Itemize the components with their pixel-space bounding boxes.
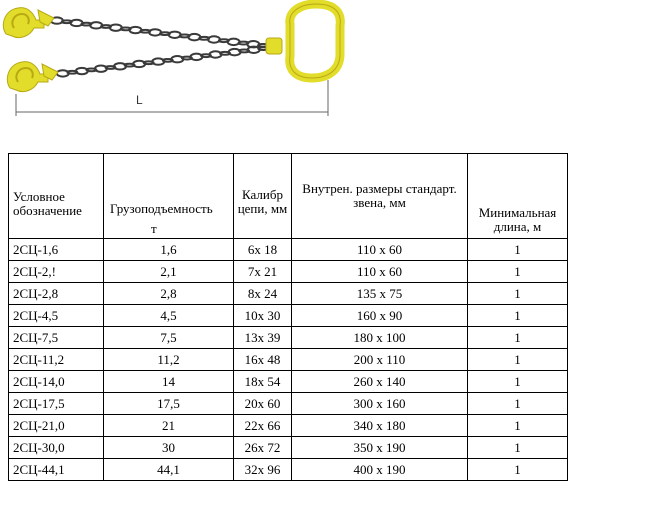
cell-min-length: 1 [468,327,568,349]
cell-caliber: 13х 39 [234,327,292,349]
table-row [9,437,568,459]
cell-min-length: 1 [468,261,568,283]
header-capacity [104,154,234,239]
cell-link-size: 200 х 110 [292,349,468,371]
cell-min-length: 1 [468,371,568,393]
cell-designation: 2СЦ-7,5 [9,327,104,349]
cell-designation: 2СЦ-4,5 [9,305,104,327]
cell-caliber: 32х 96 [234,459,292,481]
table-row [9,261,568,283]
cell-min-length: 1 [468,239,568,261]
cell-capacity: 11,2 [104,349,234,371]
cell-designation: 2СЦ-21,0 [9,415,104,437]
table-row [9,349,568,371]
cell-designation: 2СЦ-11,2 [9,349,104,371]
cell-link-size: 300 х 160 [292,393,468,415]
cell-link-size: 135 х 75 [292,283,468,305]
spec-table [8,153,568,481]
cell-link-size: 180 х 100 [292,327,468,349]
cell-caliber: 18х 54 [234,371,292,393]
cell-min-length: 1 [468,305,568,327]
cell-link-size: 400 х 190 [292,459,468,481]
header-link-size-text: Внутрен. размеры стандарт. звена, мм [302,181,457,210]
table-row [9,327,568,349]
cell-capacity: 44,1 [104,459,234,481]
cell-designation: 2СЦ-2,! [9,261,104,283]
table-row [9,305,568,327]
table-row [9,393,568,415]
cell-caliber: 10х 30 [234,305,292,327]
header-link-size [292,154,468,239]
cell-designation: 2СЦ-14,0 [9,371,104,393]
dimension-line [16,80,328,116]
header-min-length [468,154,568,239]
cell-caliber: 7х 21 [234,261,292,283]
lower-chain [57,47,268,77]
dimension-label: L [136,93,143,107]
cell-caliber: 16х 48 [234,349,292,371]
cell-min-length: 1 [468,349,568,371]
cell-designation: 2СЦ-30,0 [9,437,104,459]
table-row [9,371,568,393]
cell-capacity: 14 [104,371,234,393]
cell-designation: 2СЦ-44,1 [9,459,104,481]
upper-hook-icon [3,8,54,38]
master-link-icon [266,4,340,78]
cell-caliber: 6х 18 [234,239,292,261]
cell-min-length: 1 [468,437,568,459]
cell-link-size: 110 х 60 [292,261,468,283]
table-row [9,459,568,481]
chain-sling-illustration [0,0,360,120]
header-capacity-unit: т [151,221,157,236]
cell-designation: 2СЦ-2,8 [9,283,104,305]
cell-min-length: 1 [468,283,568,305]
upper-chain [51,17,268,47]
table-row [9,415,568,437]
cell-capacity: 2,8 [104,283,234,305]
table-row [9,239,568,261]
cell-link-size: 160 х 90 [292,305,468,327]
cell-capacity: 17,5 [104,393,234,415]
cell-capacity: 4,5 [104,305,234,327]
lower-hook-icon [7,62,58,92]
cell-min-length: 1 [468,393,568,415]
header-designation [9,154,104,239]
chain-sling-drawing [0,0,360,120]
table-header-row [9,154,568,239]
header-min-length-text: Минимальная длина, м [478,205,557,234]
cell-caliber: 8х 24 [234,283,292,305]
cell-link-size: 350 х 190 [292,437,468,459]
header-caliber [234,154,292,239]
header-caliber-text: Калибр цепи, мм [237,187,288,216]
table-row [9,283,568,305]
cell-caliber: 20х 60 [234,393,292,415]
header-designation-text: Условное обозначение [13,189,82,218]
cell-capacity: 30 [104,437,234,459]
cell-min-length: 1 [468,459,568,481]
cell-link-size: 110 х 60 [292,239,468,261]
cell-capacity: 21 [104,415,234,437]
cell-link-size: 340 х 180 [292,415,468,437]
cell-caliber: 22х 66 [234,415,292,437]
cell-capacity: 2,1 [104,261,234,283]
cell-capacity: 7,5 [104,327,234,349]
cell-link-size: 260 х 140 [292,371,468,393]
cell-designation: 2СЦ-17,5 [9,393,104,415]
header-capacity-text: Грузоподъемность [110,201,213,216]
cell-capacity: 1,6 [104,239,234,261]
cell-designation: 2СЦ-1,6 [9,239,104,261]
cell-caliber: 26х 72 [234,437,292,459]
cell-min-length: 1 [468,415,568,437]
